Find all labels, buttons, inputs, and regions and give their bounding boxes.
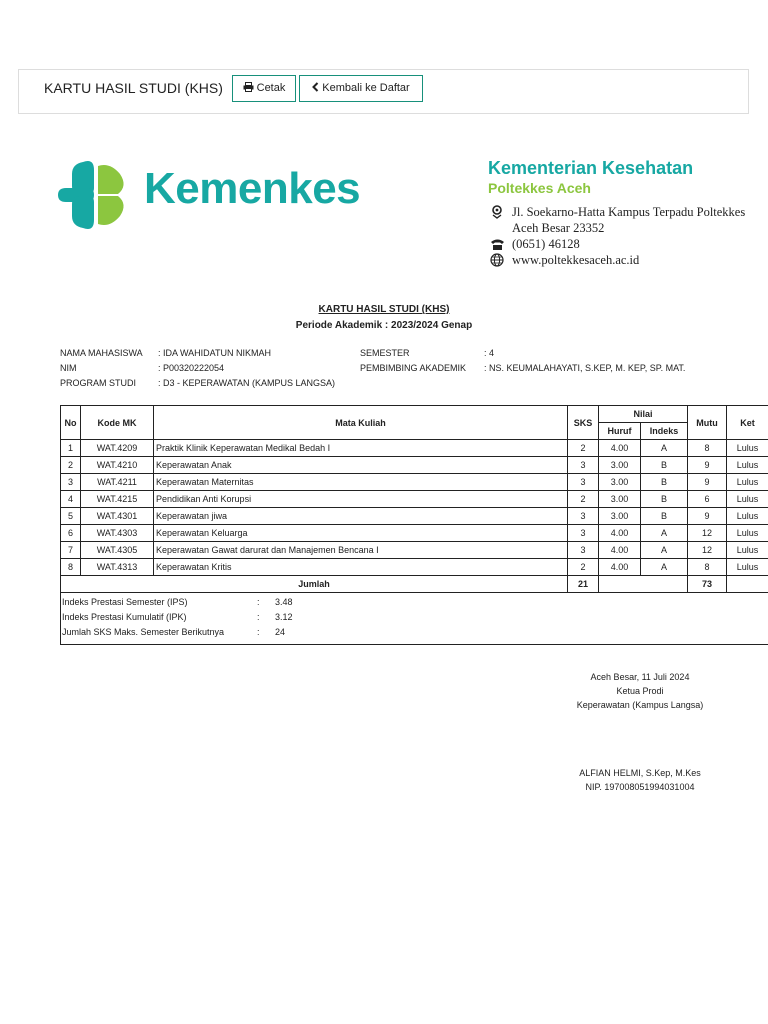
globe-icon (490, 253, 504, 267)
table-row (61, 525, 768, 542)
address-line-1: Jl. Soekarno-Hatta Kampus Terpadu Poltekkes (512, 205, 746, 219)
max-sks-value: 24 (275, 627, 286, 637)
summary-cell (61, 593, 768, 645)
row-ket: Lulus (727, 525, 768, 542)
grades-table (60, 405, 768, 645)
website-url: www.poltekkesaceh.ac.id (512, 253, 640, 267)
signature-place-date: Aceh Besar, 11 Juli 2024 (590, 672, 690, 682)
row-course: Keperawatan Gawat darurat dan Manajemen Bencana I (154, 542, 568, 559)
row-course: Praktik Klinik Keperawatan Medikal Bedah I (154, 440, 568, 457)
ips-label: Indeks Prestasi Semester (IPS) (62, 597, 188, 607)
program-label: PROGRAM STUDI (60, 378, 137, 388)
row-mutu: 9 (688, 474, 727, 491)
row-indeks: B (641, 457, 688, 474)
table-row (61, 440, 768, 457)
row-no: 7 (61, 542, 81, 559)
ipk-colon: : (257, 612, 260, 622)
row-indeks: A (641, 559, 688, 576)
phone-row (488, 236, 768, 252)
table-row (61, 508, 768, 525)
signer-nip: NIP. 197008051994031004 (585, 782, 695, 792)
back-label: Kembali ke Daftar (322, 82, 410, 94)
ips-value: 3.48 (275, 597, 293, 607)
total-row (61, 576, 768, 593)
row-no: 6 (61, 525, 81, 542)
signer-name: ALFIAN HELMI, S.Kep, M.Kes (579, 768, 701, 778)
row-mutu: 9 (688, 508, 727, 525)
max-sks-label: Jumlah SKS Maks. Semester Berikutnya (62, 627, 225, 637)
row-code: WAT.4209 (81, 440, 154, 457)
table-row (61, 542, 768, 559)
row-course: Keperawatan Keluarga (154, 525, 568, 542)
row-huruf: 4.00 (599, 542, 641, 559)
row-ket: Lulus (727, 508, 768, 525)
row-course: Pendidikan Anti Korupsi (154, 491, 568, 508)
row-code: WAT.4301 (81, 508, 154, 525)
row-no: 4 (61, 491, 81, 508)
row-code: WAT.4305 (81, 542, 154, 559)
academic-period: Periode Akademik : 2023/2024 Genap (295, 320, 473, 331)
row-sks: 3 (568, 457, 599, 474)
row-code: WAT.4313 (81, 559, 154, 576)
col-header-course: Mata Kuliah (154, 406, 568, 440)
row-ket: Lulus (727, 491, 768, 508)
col-header-mutu: Mutu (688, 406, 727, 440)
row-course: Keperawatan Anak (154, 457, 568, 474)
row-ket: Lulus (727, 474, 768, 491)
page-header (18, 69, 749, 114)
institution-block (488, 158, 768, 268)
col-header-sks: SKS (568, 406, 599, 440)
row-course: Keperawatan Maternitas (154, 474, 568, 491)
row-sks: 2 (568, 559, 599, 576)
row-ket: Lulus (727, 457, 768, 474)
advisor-label: PEMBIMBING AKADEMIK (360, 363, 467, 373)
row-huruf: 3.00 (599, 491, 641, 508)
back-to-list-button[interactable] (299, 75, 423, 102)
advisor-value: : NS. KEUMALAHAYATI, S.KEP, M. KEP, SP. MAT. (484, 363, 686, 373)
row-huruf: 4.00 (599, 525, 641, 542)
col-header-no: No (61, 406, 81, 440)
col-header-indeks: Indeks (641, 423, 688, 440)
row-mutu: 12 (688, 525, 727, 542)
brand-wordmark: Kemenkes (144, 164, 361, 213)
ips-line (61, 595, 768, 610)
page-title: KARTU HASIL STUDI (KHS) (44, 80, 223, 96)
row-mutu: 8 (688, 559, 727, 576)
nim-value: : P00320222054 (158, 363, 225, 373)
row-ket: Lulus (727, 440, 768, 457)
phone-number: (0651) 46128 (512, 237, 580, 251)
row-code: WAT.4210 (81, 457, 154, 474)
ministry-name: Kementerian Kesehatan (488, 158, 694, 178)
row-mutu: 6 (688, 491, 727, 508)
row-ket: Lulus (727, 542, 768, 559)
row-indeks: B (641, 474, 688, 491)
student-name-value: : IDA WAHIDATUN NIKMAH (158, 348, 272, 358)
summary-row (61, 593, 768, 645)
col-header-code: Kode MK (81, 406, 154, 440)
address-row-2 (488, 220, 768, 236)
ips-colon: : (257, 597, 260, 607)
row-course: Keperawatan Kritis (154, 559, 568, 576)
row-indeks: A (641, 542, 688, 559)
print-label: Cetak (256, 82, 286, 94)
row-no: 1 (61, 440, 81, 457)
row-no: 3 (61, 474, 81, 491)
row-course: Keperawatan jiwa (154, 508, 568, 525)
total-label: Jumlah (61, 576, 568, 593)
print-button[interactable] (232, 75, 296, 102)
ipk-value: 3.12 (275, 612, 293, 622)
row-sks: 2 (568, 440, 599, 457)
telephone-icon (490, 237, 505, 251)
total-empty-nilai (599, 576, 688, 593)
row-sks: 3 (568, 542, 599, 559)
max-sks-line (61, 625, 768, 640)
row-indeks: A (641, 440, 688, 457)
signature-unit: Keperawatan (Kampus Langsa) (576, 700, 704, 710)
semester-label: SEMESTER (360, 348, 410, 358)
address-row (488, 204, 768, 220)
row-huruf: 3.00 (599, 457, 641, 474)
document-title: KARTU HASIL STUDI (KHS) (318, 304, 450, 315)
row-sks: 2 (568, 491, 599, 508)
col-header-nilai: Nilai (599, 406, 688, 423)
col-header-huruf: Huruf (599, 423, 641, 440)
ipk-label: Indeks Prestasi Kumulatif (IPK) (62, 612, 187, 622)
website-row (488, 252, 768, 268)
row-huruf: 3.00 (599, 508, 641, 525)
row-ket: Lulus (727, 559, 768, 576)
row-huruf: 4.00 (599, 440, 641, 457)
table-row (61, 559, 768, 576)
table-row (61, 457, 768, 474)
row-mutu: 12 (688, 542, 727, 559)
row-sks: 3 (568, 474, 599, 491)
row-code: WAT.4215 (81, 491, 154, 508)
row-code: WAT.4303 (81, 525, 154, 542)
row-indeks: B (641, 491, 688, 508)
kemenkes-logo (58, 158, 130, 232)
row-code: WAT.4211 (81, 474, 154, 491)
row-no: 2 (61, 457, 81, 474)
row-no: 5 (61, 508, 81, 525)
row-mutu: 8 (688, 440, 727, 457)
chevron-left-icon (312, 82, 319, 92)
row-sks: 3 (568, 508, 599, 525)
row-no: 8 (61, 559, 81, 576)
row-mutu: 9 (688, 457, 727, 474)
nim-label: NIM (60, 363, 77, 373)
total-empty-ket (727, 576, 768, 593)
row-sks: 3 (568, 525, 599, 542)
school-name: Poltekkes Aceh (488, 180, 591, 196)
table-header-row (61, 406, 768, 423)
row-huruf: 3.00 (599, 474, 641, 491)
col-header-ket: Ket (727, 406, 768, 440)
printer-icon (243, 82, 254, 92)
max-sks-colon: : (257, 627, 260, 637)
row-indeks: A (641, 525, 688, 542)
signer-block (560, 766, 720, 794)
row-indeks: B (641, 508, 688, 525)
total-sks: 21 (568, 576, 599, 593)
total-mutu: 73 (688, 576, 727, 593)
semester-value: : 4 (484, 348, 495, 358)
table-row (61, 491, 768, 508)
location-pin-icon (490, 205, 504, 219)
signature-block (560, 670, 720, 712)
row-huruf: 4.00 (599, 559, 641, 576)
address-line-2: Aceh Besar 23352 (512, 221, 605, 235)
program-value: : D3 - KEPERAWATAN (KAMPUS LANGSA) (158, 378, 336, 388)
student-name-label: NAMA MAHASISWA (60, 348, 143, 358)
table-row (61, 474, 768, 491)
signature-role: Ketua Prodi (616, 686, 664, 696)
ipk-line (61, 610, 768, 625)
